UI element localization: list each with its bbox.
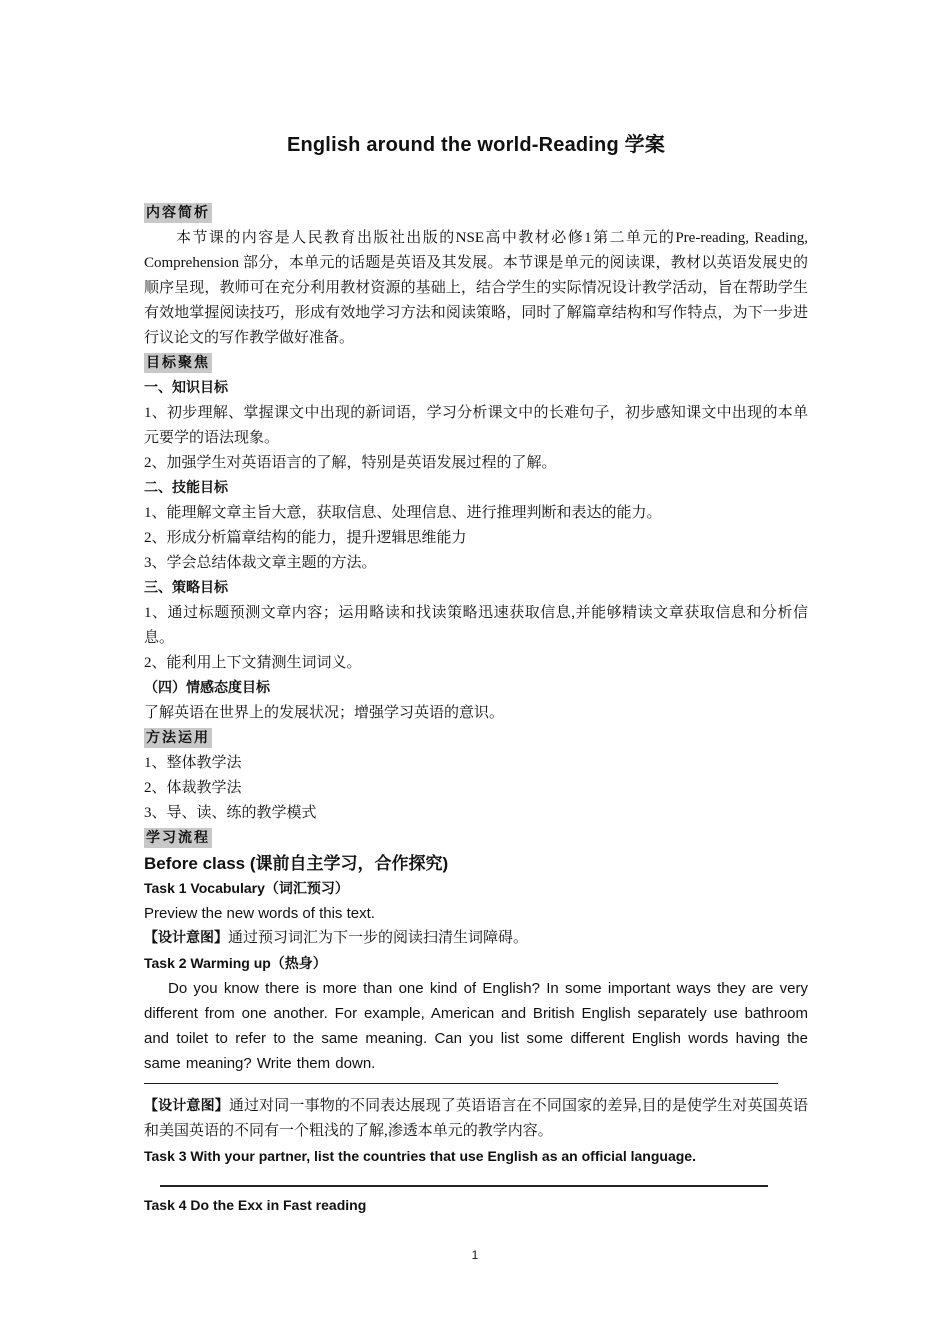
- skills-goal-item: 3、学会总结体裁文章主题的方法。: [144, 555, 377, 571]
- skills-goal-item: 1、能理解文章主旨大意，获取信息、处理信息、进行推理判断和表达的能力。: [144, 505, 662, 521]
- emotion-goal-title: （四）情感态度目标: [144, 680, 270, 696]
- skills-goal-title: 二、技能目标: [144, 480, 228, 496]
- answer-line[interactable]: [144, 1083, 778, 1084]
- before-class-heading: Before class (课前自主学习，合作探究): [144, 854, 449, 873]
- intent-label: 【设计意图】: [144, 1098, 229, 1114]
- task2-intent: [144, 1094, 808, 1144]
- task2-text: Do you know there is more than one kind of English? In some important ways they are very different from one another. For example, American and British English separately use bathroom and toilet to refer to the same meaning. Can you list some different English words having the same meaning? Write them down.: [144, 980, 808, 1072]
- strategy-goal-item: 1、通过标题预测文章内容；运用略读和找读策略迅速获取信息,并能够精读文章获取信息和分析信息。: [144, 605, 808, 646]
- section-heading-goals: 目标聚焦: [146, 355, 210, 371]
- method-item: 1、整体教学法: [144, 755, 242, 771]
- task2-intent-block: [144, 1094, 808, 1169]
- task4-block: [144, 1193, 808, 1218]
- section-heading-methods: 方法运用: [146, 730, 210, 746]
- section-heading-process: 学习流程: [146, 830, 210, 846]
- task1-intent: [144, 926, 808, 951]
- task4-title: Task 4 Do the Exx in Fast reading: [144, 1197, 367, 1213]
- intent-text: 通过预习词汇为下一步的阅读扫清生词障碍。: [228, 930, 529, 946]
- content-analysis-text: 本节课的内容是人民教育出版社出版的NSE高中教材必修1第二单元的Pre-reading, Reading, Comprehension 部分，本单元的话题是英语及其发展。本节课是单元的阅读课，教材以英语发展史的顺序呈现，教师可在充分利用教材资源的基础上，结合学生的实际情况设计教学活动，旨在帮助学生有效地掌握阅读技巧，形成有效地学习方法和阅读策略，同时了解篇章结构和写作特点，为下一步进行议论文的写作教学做好准备。: [144, 230, 808, 346]
- document-page: [144, 128, 808, 1076]
- intent-text: 通过对同一事物的不同表达展现了英语语言在不同国家的差异,目的是使学生对英国英语和美国英语的不同有一个粗浅的了解,渗透本单元的教学内容。: [144, 1098, 808, 1139]
- task3-title: Task 3 With your partner, list the countries that use English as an official language.: [144, 1148, 696, 1164]
- document-title: English around the world-Reading 学案: [286, 134, 666, 156]
- method-item: 3、导、读、练的教学模式: [144, 805, 317, 821]
- skills-goal-item: 2、形成分析篇章结构的能力，提升逻辑思维能力: [144, 530, 467, 546]
- strategy-goal-item: 2、能利用上下文猜测生词词义。: [144, 655, 362, 671]
- page-number: 1: [471, 1248, 479, 1262]
- task1-title: Task 1 Vocabulary（词汇预习）: [144, 880, 349, 896]
- section-heading-content-analysis: 内容简析: [146, 205, 210, 221]
- answer-line[interactable]: [160, 1185, 768, 1187]
- task1-text: Preview the new words of this text.: [144, 905, 375, 922]
- strategy-goal-title: 三、策略目标: [144, 580, 228, 596]
- intent-label: 【设计意图】: [144, 930, 228, 946]
- knowledge-goal-item: 1、初步理解、掌握课文中出现的新词语，学习分析课文中的长难句子，初步感知课文中出现的本单元要学的语法现象。: [144, 405, 808, 446]
- knowledge-goal-title: 一、知识目标: [144, 380, 228, 396]
- task2-title: Task 2 Warming up（热身）: [144, 955, 327, 971]
- emotion-goal-text: 了解英语在世界上的发展状况；增强学习英语的意识。: [144, 705, 505, 721]
- knowledge-goal-item: 2、加强学生对英语语言的了解，特别是英语发展过程的了解。: [144, 455, 557, 471]
- method-item: 2、体裁教学法: [144, 780, 242, 796]
